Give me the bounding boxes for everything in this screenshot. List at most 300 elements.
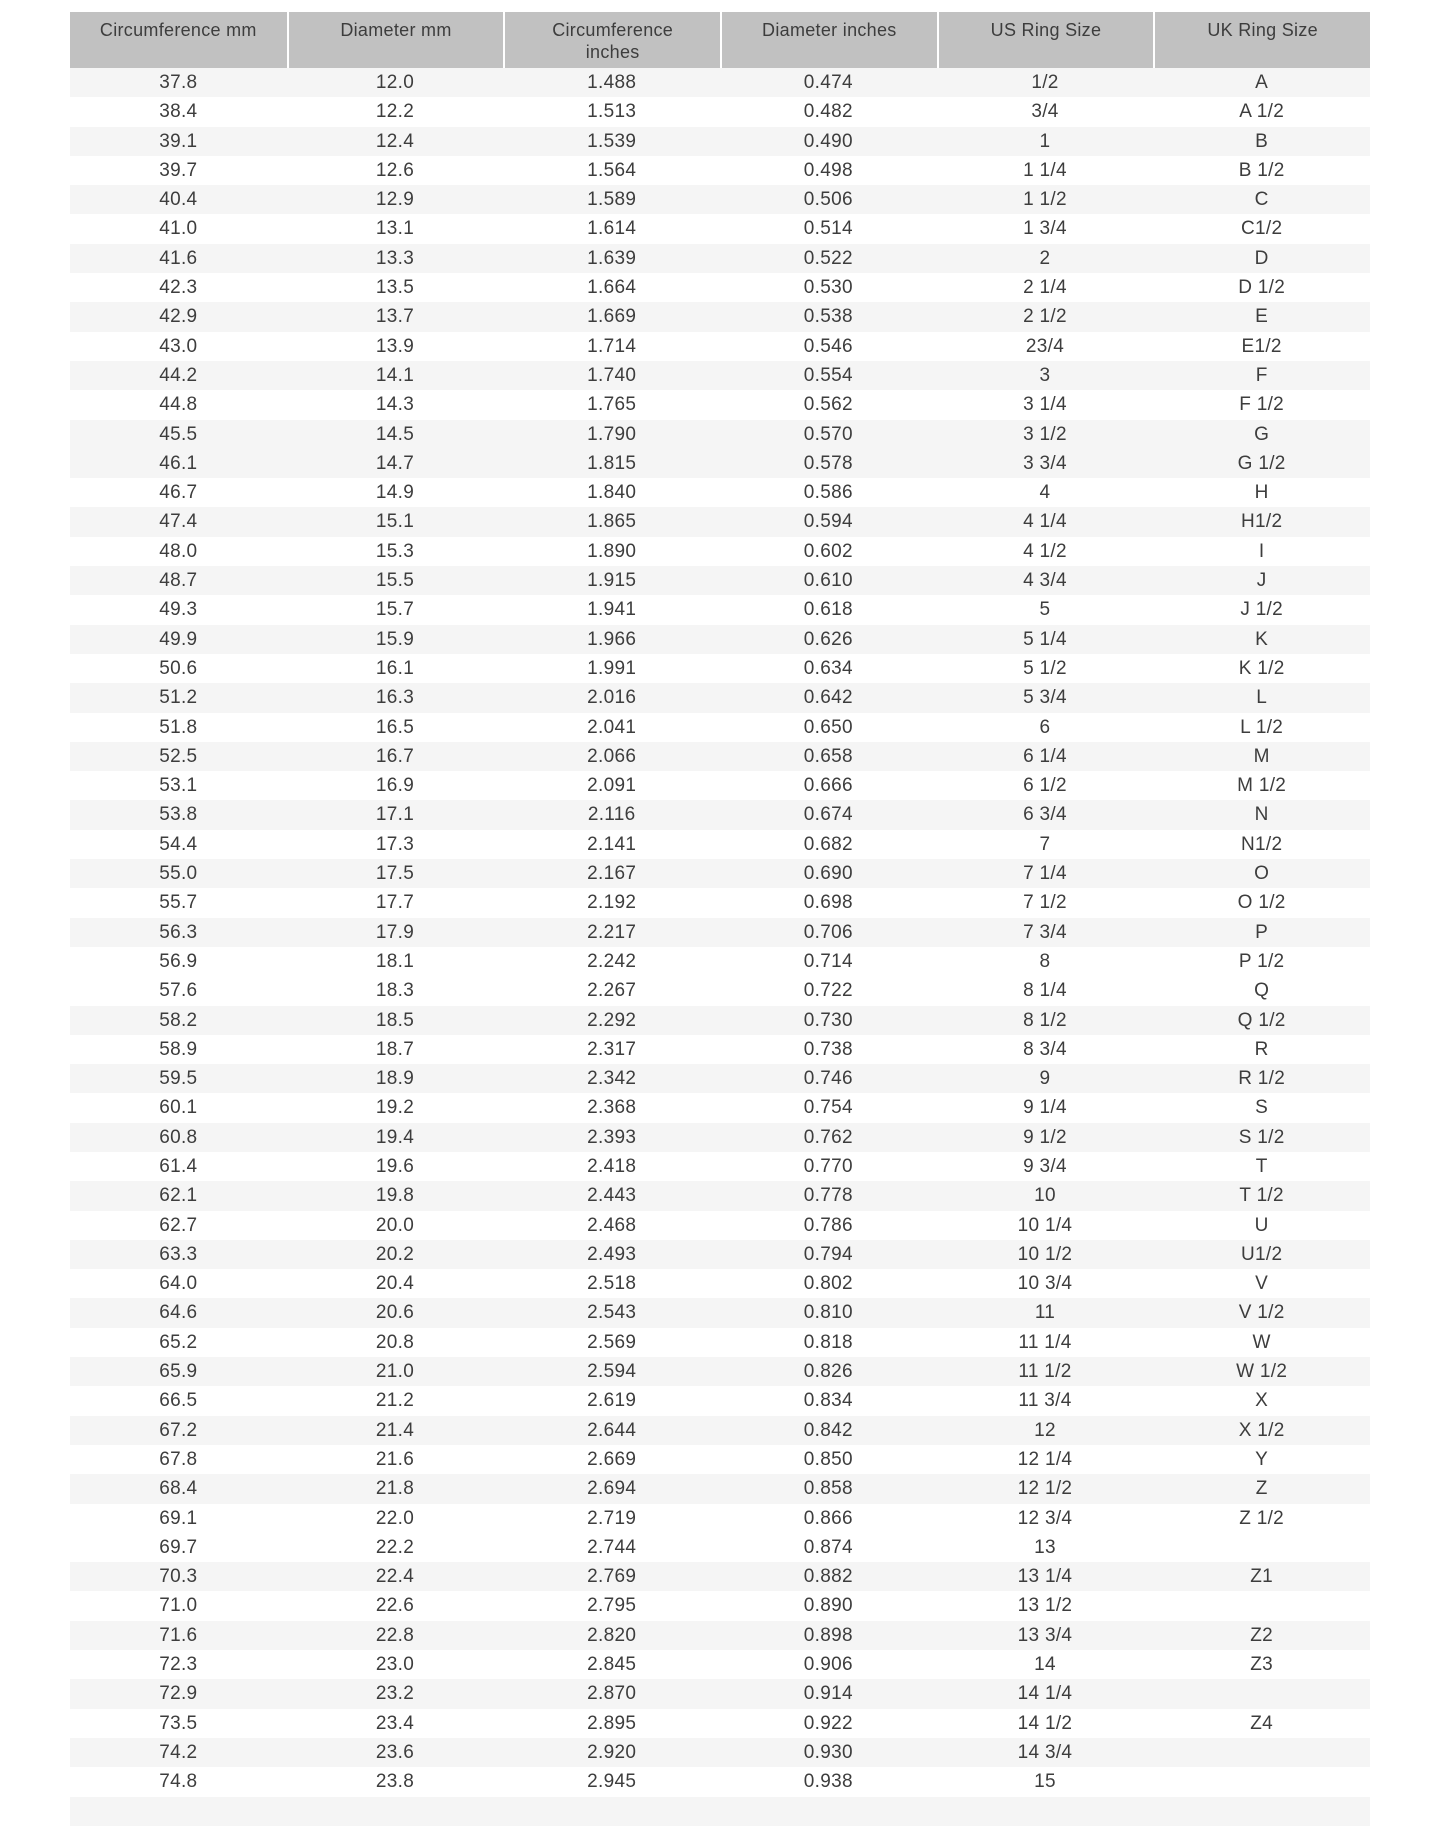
table-cell: 67.2 — [159, 1419, 198, 1441]
table-row — [70, 1709, 1370, 1738]
table-cell: 10 1/4 — [1017, 1214, 1073, 1236]
table-cell: S — [1255, 1097, 1269, 1119]
table-cell: 9 3/4 — [1023, 1155, 1067, 1177]
table-cell: 0.906 — [803, 1654, 853, 1676]
table-cell: 61.4 — [159, 1155, 198, 1177]
table-cell: 8 3/4 — [1023, 1038, 1067, 1060]
table-row — [70, 625, 1370, 654]
table-row — [70, 1123, 1370, 1152]
table-cell: 63.3 — [159, 1243, 198, 1265]
table-cell: 60.8 — [159, 1126, 198, 1148]
table-cell: P — [1255, 921, 1269, 943]
table-cell: 7 1/4 — [1023, 863, 1067, 885]
table-cell: 19.2 — [375, 1097, 415, 1119]
table-cell: 1.714 — [587, 335, 637, 357]
table-row — [70, 771, 1370, 800]
table-cell: 0.730 — [803, 1009, 853, 1031]
table-cell: 71.0 — [159, 1595, 198, 1617]
table-cell: 2 1/4 — [1023, 277, 1067, 299]
table-cell: 15.9 — [375, 628, 415, 650]
table-cell: 59.5 — [159, 1068, 198, 1090]
table-cell: Y — [1255, 1448, 1269, 1470]
table-cell: 0.538 — [803, 306, 853, 328]
table-cell: 2.744 — [587, 1536, 637, 1558]
table-cell: 0.842 — [803, 1419, 853, 1441]
table-cell: 21.2 — [375, 1390, 415, 1412]
table-cell: 49.3 — [159, 599, 198, 621]
table-cell: 7 1/2 — [1023, 892, 1067, 914]
table-cell: 12 — [1034, 1419, 1056, 1441]
table-cell: 9 1/2 — [1023, 1126, 1067, 1148]
table-row — [70, 1562, 1370, 1591]
table-row — [70, 361, 1370, 390]
table-cell: 0.882 — [803, 1566, 853, 1588]
table-cell: 13 3/4 — [1017, 1624, 1073, 1646]
table-row — [70, 1474, 1370, 1503]
table-cell: M — [1253, 745, 1270, 767]
table-row — [70, 420, 1370, 449]
table-row — [70, 566, 1370, 595]
table-cell: 0.522 — [803, 247, 853, 269]
table-cell: Q — [1254, 980, 1270, 1002]
table-cell: 0.650 — [803, 716, 853, 738]
table-cell: 0.682 — [803, 833, 853, 855]
table-cell — [1153, 1738, 1370, 1767]
table-cell: 4 3/4 — [1023, 570, 1067, 592]
table-cell: I — [1258, 540, 1265, 562]
table-cell: 0.634 — [803, 657, 853, 679]
table-cell: 12.2 — [375, 101, 415, 123]
table-cell: 23.4 — [375, 1712, 415, 1734]
table-cell: 46.1 — [159, 452, 198, 474]
table-cell: 4 1/4 — [1023, 511, 1067, 533]
table-cell — [1153, 1533, 1370, 1562]
table-row — [70, 1181, 1370, 1210]
table-cell: 21.0 — [375, 1361, 415, 1383]
table-cell: 12 1/4 — [1017, 1448, 1073, 1470]
table-cell: 0.482 — [803, 101, 853, 123]
table-row — [70, 1035, 1370, 1064]
table-cell: 7 — [1039, 833, 1051, 855]
table-cell: 0.706 — [803, 921, 853, 943]
table-cell: V — [1255, 1273, 1269, 1295]
table-cell: 1 3/4 — [1023, 218, 1067, 240]
table-cell: X 1/2 — [1238, 1419, 1285, 1441]
column-header-4: US Ring Size — [937, 12, 1154, 68]
table-cell: 2.795 — [587, 1595, 637, 1617]
table-cell: 72.9 — [159, 1683, 198, 1705]
table-cell: 17.7 — [375, 892, 415, 914]
table-cell: 0.914 — [803, 1683, 853, 1705]
table-cell: 19.8 — [375, 1185, 415, 1207]
table-cell: 14 3/4 — [1017, 1741, 1073, 1763]
table-row — [70, 888, 1370, 917]
table-cell: 18.1 — [375, 950, 415, 972]
table-cell: B — [1255, 130, 1269, 152]
table-cell: 20.2 — [375, 1243, 415, 1265]
table-cell: 22.8 — [375, 1624, 415, 1646]
table-cell: 0.514 — [803, 218, 853, 240]
table-cell: 17.1 — [375, 804, 415, 826]
table-cell: G 1/2 — [1237, 452, 1286, 474]
table-cell: 64.0 — [159, 1273, 198, 1295]
table-cell: 0.530 — [803, 277, 853, 299]
table-cell: D 1/2 — [1238, 277, 1286, 299]
table-cell: 38.4 — [159, 101, 198, 123]
table-cell: 1.765 — [587, 394, 637, 416]
table-cell: 2.820 — [587, 1624, 637, 1646]
table-cell: 0.826 — [803, 1361, 853, 1383]
table-cell: 0.786 — [803, 1214, 853, 1236]
table-cell: 0.618 — [803, 599, 853, 621]
table-cell: 2 — [1039, 247, 1051, 269]
table-cell: L 1/2 — [1240, 716, 1284, 738]
table-cell: 0.626 — [803, 628, 853, 650]
table-cell: 1.815 — [587, 452, 637, 474]
table-row — [70, 127, 1370, 156]
table-cell: 2.945 — [587, 1771, 637, 1793]
table-cell: 4 — [1039, 482, 1051, 504]
table-cell: 18.7 — [375, 1038, 415, 1060]
table-row — [70, 1591, 1370, 1620]
table-cell: 1.790 — [587, 423, 637, 445]
table-cell: 73.5 — [159, 1712, 198, 1734]
table-cell: 0.930 — [803, 1741, 853, 1763]
table-cell: 11 3/4 — [1018, 1390, 1072, 1412]
table-cell: A — [1255, 72, 1269, 93]
table-cell: 22.0 — [375, 1507, 415, 1529]
table-row — [70, 244, 1370, 273]
table-cell: 5 3/4 — [1023, 687, 1067, 709]
table-cell: Z — [1255, 1478, 1268, 1500]
table-cell: 50.6 — [159, 657, 198, 679]
table-cell: T — [1255, 1155, 1268, 1177]
table-cell: 0.802 — [803, 1273, 853, 1295]
table-cell: 21.4 — [375, 1419, 415, 1441]
table-cell: 0.850 — [803, 1448, 853, 1470]
table-cell: 13.1 — [375, 218, 415, 240]
table-row — [70, 1504, 1370, 1533]
table-cell: 67.8 — [159, 1448, 198, 1470]
table-cell: P 1/2 — [1238, 950, 1285, 972]
table-cell: 1.614 — [587, 218, 637, 240]
table-cell: F — [1255, 364, 1268, 386]
table-cell: 15.1 — [375, 511, 415, 533]
table-cell: 2.418 — [587, 1155, 637, 1177]
table-cell: 46.7 — [159, 482, 198, 504]
table-cell: 15.5 — [375, 570, 415, 592]
table-cell: J 1/2 — [1240, 599, 1284, 621]
table-cell: 0.498 — [803, 159, 853, 181]
table-cell: 2.669 — [587, 1448, 637, 1470]
table-cell: 0.490 — [803, 130, 853, 152]
table-row — [70, 302, 1370, 331]
table-cell: 1.740 — [587, 364, 637, 386]
table-cell: 2.518 — [587, 1273, 637, 1295]
table-row — [70, 1006, 1370, 1035]
table-cell: 37.8 — [159, 72, 198, 93]
table-cell: 0.898 — [803, 1624, 853, 1646]
table-row — [70, 537, 1370, 566]
table-row — [70, 214, 1370, 243]
table-cell: 43.0 — [159, 335, 198, 357]
table-row — [70, 1093, 1370, 1122]
table-cell: 41.6 — [159, 247, 198, 269]
table-cell: 15 — [1034, 1771, 1056, 1793]
table-cell: 1.513 — [587, 101, 637, 123]
table-cell: 12 1/2 — [1017, 1478, 1073, 1500]
table-cell: 5 1/4 — [1023, 628, 1067, 650]
table-cell: 0.714 — [803, 950, 853, 972]
table-cell: 0.586 — [803, 482, 853, 504]
table-cell: 12.6 — [375, 159, 415, 181]
table-row — [70, 1328, 1370, 1357]
table-row — [70, 1533, 1370, 1562]
table-cell: 1.865 — [587, 511, 637, 533]
table-cell: 17.5 — [375, 863, 415, 885]
table-cell: 1.539 — [587, 130, 637, 152]
table-cell: 42.9 — [159, 306, 198, 328]
table-cell: 21.8 — [375, 1478, 415, 1500]
table-cell: 0.570 — [803, 423, 853, 445]
table-cell: 2.644 — [587, 1419, 637, 1441]
table-cell: 1.589 — [587, 189, 637, 211]
ring-size-conversion-table — [70, 12, 1370, 1826]
table-cell: 0.578 — [803, 452, 853, 474]
table-cell: 3 1/4 — [1023, 394, 1067, 416]
table-row — [70, 1650, 1370, 1679]
table-cell: 8 1/2 — [1023, 1009, 1067, 1031]
table-row — [70, 859, 1370, 888]
table-cell: 1 — [1039, 130, 1051, 152]
table-cell: 2.920 — [587, 1741, 637, 1763]
table-row — [70, 1621, 1370, 1650]
table-cell: 68.4 — [159, 1478, 198, 1500]
table-cell: 51.2 — [159, 687, 198, 709]
table-cell: 13 1/2 — [1017, 1595, 1073, 1617]
column-header-0: Circumference mm — [99, 20, 257, 40]
table-cell: 0.770 — [803, 1155, 853, 1177]
table-cell: 6 — [1039, 716, 1051, 738]
table-row — [70, 595, 1370, 624]
table-row — [70, 390, 1370, 419]
table-cell: 11 1/2 — [1018, 1361, 1072, 1383]
table-cell: 14 1/4 — [1017, 1683, 1073, 1705]
table-cell: 2.317 — [587, 1038, 637, 1060]
table-cell: 0.834 — [803, 1390, 853, 1412]
table-cell: 2.267 — [587, 980, 637, 1002]
table-cell — [1153, 1591, 1370, 1620]
table-cell: 60.1 — [159, 1097, 198, 1119]
table-cell: 56.3 — [159, 921, 198, 943]
table-cell: 19.4 — [375, 1126, 415, 1148]
table-cell: 13 — [1034, 1536, 1056, 1558]
table-cell: 71.6 — [159, 1624, 198, 1646]
table-cell: 47.4 — [159, 511, 198, 533]
table-cell: 0.658 — [803, 745, 853, 767]
table-cell: 0.778 — [803, 1185, 853, 1207]
table-cell: K — [1255, 628, 1269, 650]
table-cell: 72.3 — [159, 1654, 198, 1676]
table-cell: 16.7 — [375, 745, 415, 767]
table-cell: 58.2 — [159, 1009, 198, 1031]
table-cell: 55.7 — [159, 892, 198, 914]
table-cell: A 1/2 — [1239, 101, 1285, 123]
table-row — [70, 1064, 1370, 1093]
table-cell: 2.368 — [587, 1097, 637, 1119]
table-cell: 2.694 — [587, 1478, 637, 1500]
table-cell: 2.719 — [587, 1507, 637, 1529]
table-cell: 2.594 — [587, 1361, 637, 1383]
table-cell: 11 1/4 — [1018, 1331, 1072, 1353]
table-cell: 14.3 — [375, 394, 415, 416]
table-cell: E — [1255, 306, 1269, 328]
table-row — [70, 478, 1370, 507]
table-cell: H1/2 — [1240, 511, 1283, 533]
column-header-1: Diameter mm — [287, 12, 504, 68]
table-cell: 65.2 — [159, 1331, 198, 1353]
table-cell: 74.8 — [159, 1771, 198, 1793]
table-cell: 18.3 — [375, 980, 415, 1002]
table-cell: 0.602 — [803, 540, 853, 562]
table-cell: 12.9 — [375, 189, 415, 211]
table-cell: 1.639 — [587, 247, 637, 269]
table-cell: 22.2 — [375, 1536, 415, 1558]
table-cell: 2.895 — [587, 1712, 637, 1734]
table-cell: N1/2 — [1240, 833, 1283, 855]
table-cell: 0.746 — [803, 1068, 853, 1090]
table-cell: 20.0 — [375, 1214, 415, 1236]
table-cell: Z3 — [1250, 1654, 1274, 1676]
table-cell: 65.9 — [159, 1361, 198, 1383]
table-cell: 2.016 — [587, 687, 637, 709]
table-cell: 9 — [1039, 1068, 1051, 1090]
column-header-2: Circumference inches — [503, 12, 720, 68]
table-cell: 23.0 — [375, 1654, 415, 1676]
table-cell: 2 1/2 — [1023, 306, 1067, 328]
table-cell: 0.922 — [803, 1712, 853, 1734]
table-cell: 6 1/4 — [1023, 745, 1067, 767]
table-cell: U1/2 — [1240, 1243, 1283, 1265]
table-cell: 0.818 — [803, 1331, 853, 1353]
table-cell: 2.468 — [587, 1214, 637, 1236]
table-cell: 1/2 — [1031, 72, 1059, 93]
table-cell: 17.3 — [375, 833, 415, 855]
table-cell: 0.562 — [803, 394, 853, 416]
table-cell: 2.167 — [587, 863, 637, 885]
table-cell: 48.7 — [159, 570, 198, 592]
table-cell: S 1/2 — [1238, 1126, 1285, 1148]
table-row — [70, 742, 1370, 771]
table-cell: 18.9 — [375, 1068, 415, 1090]
table-cell: 42.3 — [159, 277, 198, 299]
table-cell: 3 3/4 — [1023, 452, 1067, 474]
clipped-partial-row — [70, 1797, 1370, 1826]
table-cell — [1153, 1767, 1370, 1796]
table-row — [70, 156, 1370, 185]
table-cell: 0.762 — [803, 1126, 853, 1148]
table-cell: 10 1/2 — [1017, 1243, 1073, 1265]
table-row — [70, 1298, 1370, 1327]
table-cell: 14 — [1034, 1654, 1056, 1676]
table-row — [70, 976, 1370, 1005]
table-row — [70, 1386, 1370, 1415]
table-row — [70, 1416, 1370, 1445]
table-cell: Z1 — [1250, 1566, 1274, 1588]
table-cell: 0.554 — [803, 364, 853, 386]
table-cell: 4 1/2 — [1023, 540, 1067, 562]
table-cell: 18.5 — [375, 1009, 415, 1031]
table-row — [70, 1240, 1370, 1269]
table-cell: 2.870 — [587, 1683, 637, 1705]
table-cell: 23.2 — [375, 1683, 415, 1705]
table-cell: 9 1/4 — [1023, 1097, 1067, 1119]
table-cell: 0.938 — [803, 1771, 853, 1793]
table-cell: 1.488 — [587, 72, 637, 93]
table-cell: 15.3 — [375, 540, 415, 562]
table-row — [70, 830, 1370, 859]
table-cell: X — [1255, 1390, 1269, 1412]
table-cell: 70.3 — [159, 1566, 198, 1588]
table-cell: 5 1/2 — [1023, 657, 1067, 679]
table-cell: N — [1254, 804, 1269, 826]
table-row — [70, 947, 1370, 976]
table-cell: 2.066 — [587, 745, 637, 767]
table-cell: 14.5 — [375, 423, 415, 445]
table-cell: 16.1 — [375, 657, 415, 679]
table-cell: H — [1254, 482, 1269, 504]
table-row — [70, 683, 1370, 712]
table-cell: 2.443 — [587, 1185, 637, 1207]
table-row — [70, 97, 1370, 126]
table-cell: 1.840 — [587, 482, 637, 504]
table-row — [70, 449, 1370, 478]
table-cell: 62.7 — [159, 1214, 198, 1236]
table-cell: 2.192 — [587, 892, 637, 914]
table-cell: 5 — [1039, 599, 1051, 621]
table-cell: 1 1/2 — [1023, 189, 1067, 211]
table-cell: 3 1/2 — [1023, 423, 1067, 445]
table-row — [70, 1767, 1370, 1796]
table-cell: 0.858 — [803, 1478, 853, 1500]
table-cell: 69.7 — [159, 1536, 198, 1558]
table-cell: 1 1/4 — [1023, 159, 1067, 181]
table-cell: 13.7 — [375, 306, 415, 328]
table-cell: 1.564 — [587, 159, 637, 181]
column-header-3: Diameter inches — [720, 12, 937, 68]
table-cell: 10 — [1034, 1185, 1056, 1207]
table-cell: 1.941 — [587, 599, 637, 621]
table-row — [70, 654, 1370, 683]
table-row — [70, 1445, 1370, 1474]
table-cell: 2.342 — [587, 1068, 637, 1090]
table-cell: 0.810 — [803, 1302, 853, 1324]
table-cell: 53.8 — [159, 804, 198, 826]
table-cell: 12.4 — [375, 130, 415, 152]
table-cell: 69.1 — [159, 1507, 198, 1529]
table-cell: 1.915 — [587, 570, 637, 592]
table-cell: M 1/2 — [1237, 775, 1287, 797]
table-cell: 2.393 — [587, 1126, 637, 1148]
table-cell: 41.0 — [159, 218, 198, 240]
table-cell: 55.0 — [159, 863, 198, 885]
table-cell: 2.242 — [587, 950, 637, 972]
table-cell: 23/4 — [1025, 335, 1065, 357]
table-cell: 0.642 — [803, 687, 853, 709]
table-cell: 0.594 — [803, 511, 853, 533]
table-cell: 8 1/4 — [1023, 980, 1067, 1002]
table-cell: E1/2 — [1241, 335, 1282, 357]
